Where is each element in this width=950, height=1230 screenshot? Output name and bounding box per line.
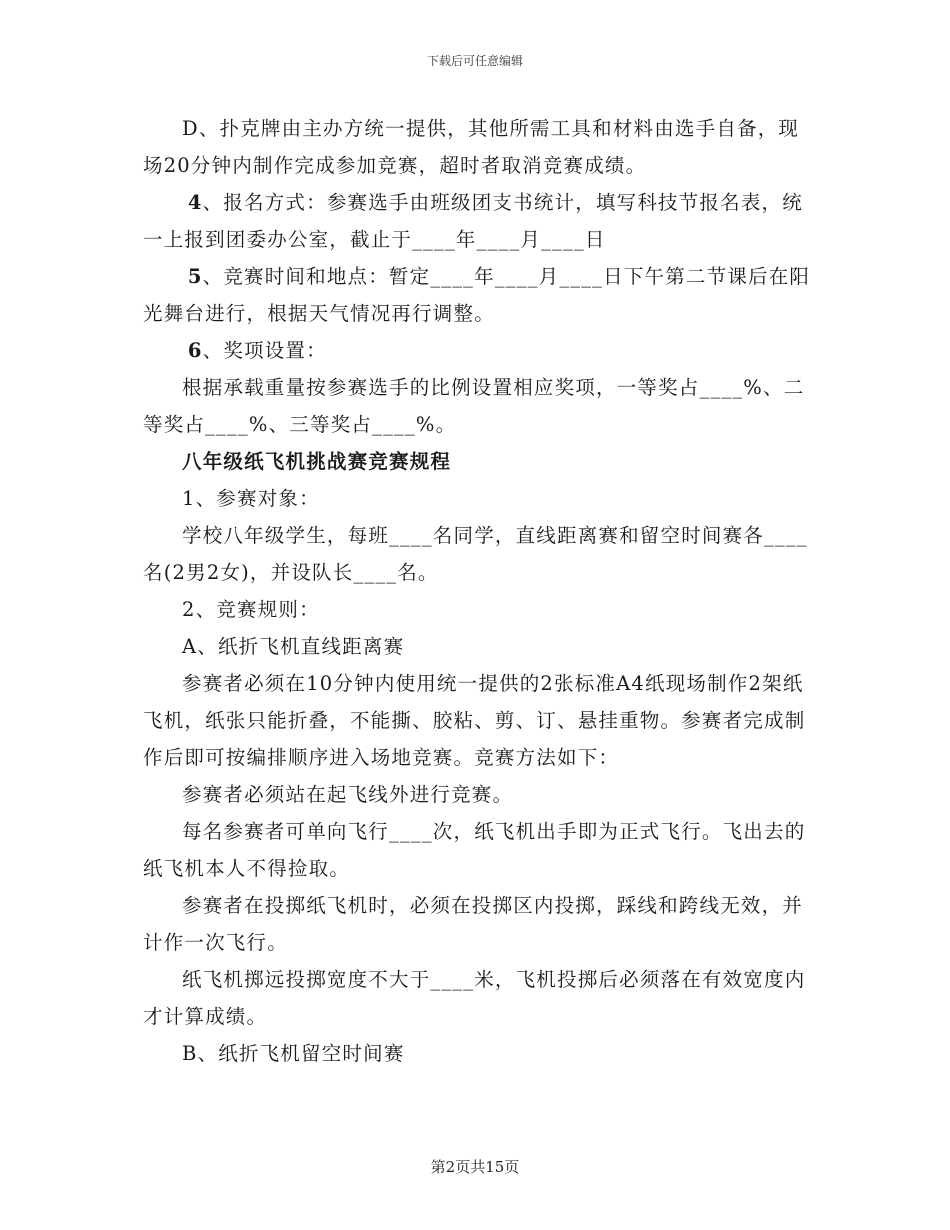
paragraph-text: 、奖项设置： xyxy=(202,339,327,362)
paragraph-flight-count: 每名参赛者可单向飞行____次，纸飞机出手即为正式飞行。飞出去的纸飞机本人不得捡取。 xyxy=(143,820,806,880)
section-number: 6 xyxy=(187,339,203,362)
paragraph-time-location xyxy=(143,258,813,332)
paragraph-award-ratio: 根据承载重量按参赛选手的比例设置相应奖项，一等奖占____%、二等奖占____%、三等奖占____%。 xyxy=(143,376,805,436)
paragraph-participants-label: 1、参赛对象： xyxy=(182,487,320,510)
paragraph-rules-label: 2、竞赛规则： xyxy=(182,598,320,621)
paragraph-duration-race: B、纸折飞机留空时间赛 xyxy=(182,1042,405,1065)
paragraph-throw-zone: 参赛者在投掷纸飞机时，必须在投掷区内投掷，踩线和跨线无效，并计作一次飞行。 xyxy=(143,894,804,954)
paragraph-throw-width: 纸飞机掷远投掷宽度不大于____米，飞机投掷后必须落在有效宽度内才计算成绩。 xyxy=(143,968,806,1028)
document-body xyxy=(143,110,813,1072)
paragraph-start-line: 参赛者必须站在起飞线外进行竞赛。 xyxy=(182,783,514,806)
page-footer: 第2页共15页 xyxy=(430,1158,520,1176)
paragraph-text: 、报名方式：参赛选手由班级团支书统计，填写科技节报名表，统一上报到团委办公室，截止于____年____月____日 xyxy=(143,191,803,251)
section-number: 4 xyxy=(187,191,203,214)
paragraph-registration xyxy=(143,184,813,258)
paragraph-d-poker-cards: D、扑克牌由主办方统一提供，其他所需工具和材料由选手自备，现场20分钟内制作完成参加竞赛，超时者取消竞赛成绩。 xyxy=(143,117,800,177)
page-header: 下载后可任意编辑 xyxy=(426,54,523,68)
paragraph-distance-rules: 参赛者必须在10分钟内使用统一提供的2张标准A4纸现场制作2架纸飞机，纸张只能折叠，不能撕、胶粘、剪、订、悬挂重物。参赛者完成制作后即可按编排顺序进入场地竞赛。竞赛方法如下： xyxy=(143,672,806,769)
paragraph-text: 、竞赛时间和地点：暂定____年____月____日下午第二节课后在阳光舞台进行，根据天气情况再行调整。 xyxy=(143,265,811,325)
paragraph-awards xyxy=(143,332,813,369)
section-number: 5 xyxy=(187,265,203,288)
paragraph-distance-race: A、纸折飞机直线距离赛 xyxy=(182,635,405,658)
paragraph-participants: 学校八年级学生，每班____名同学，直线距离赛和留空时间赛各____名(2男2女)，并设队长____名。 xyxy=(143,524,808,584)
section-heading: 八年级纸飞机挑战赛竞赛规程 xyxy=(182,450,452,473)
